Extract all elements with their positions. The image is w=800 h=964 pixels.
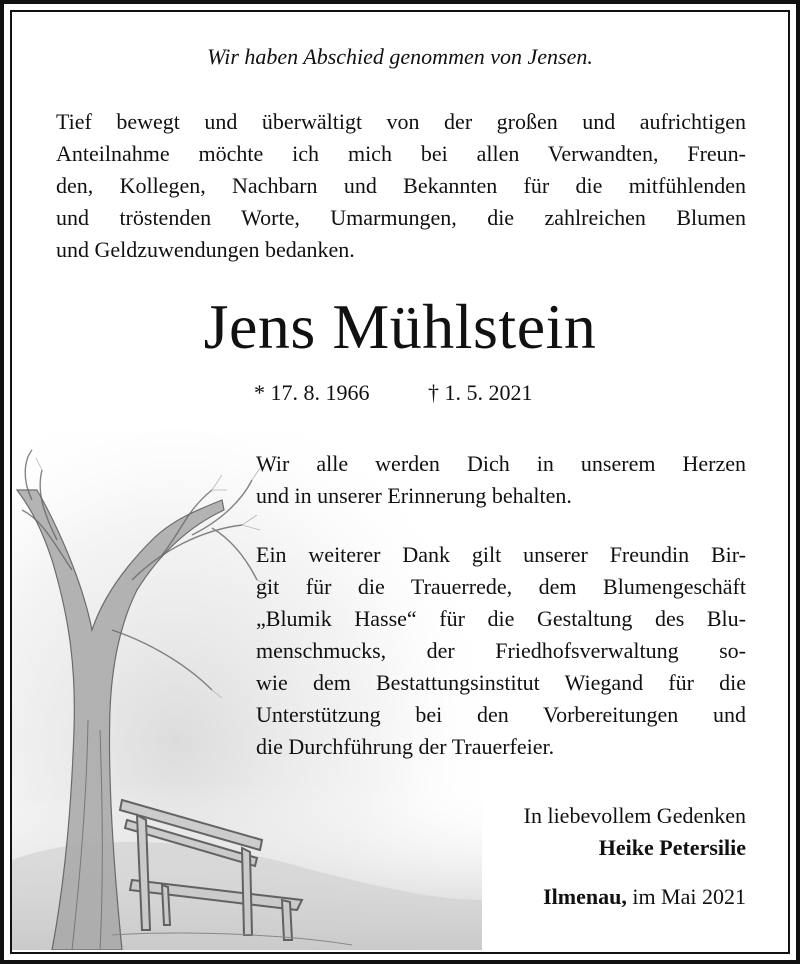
- additional-thanks-paragraph: [256, 539, 746, 763]
- place-date-line: [543, 884, 746, 910]
- thanks-paragraph: [56, 106, 746, 266]
- dank-line: wie dem Bestattungsinstitut Wiegand für die: [256, 670, 746, 695]
- dank-line: „Blumik Hasse“ für die Gestaltung des Blu-: [256, 606, 746, 631]
- month-year: im Mai 2021: [632, 884, 746, 909]
- birth-date: * 17. 8. 1966: [254, 380, 370, 405]
- memory-paragraph: [256, 448, 746, 512]
- dank-line: Ein weiterer Dank gilt unserer Freundin Bir-: [256, 542, 746, 567]
- dank-line: Unterstützung bei den Vorbereitungen und: [256, 702, 746, 727]
- signer-name: Heike Petersilie: [598, 835, 746, 860]
- place-name: Ilmenau,: [543, 884, 627, 909]
- thanks-line: den, Kollegen, Nachbarn und Bekannten für die mitfühlenden: [56, 173, 746, 198]
- closing-block: [524, 800, 746, 864]
- death-date: † 1. 5. 2021: [428, 380, 533, 405]
- dank-line: git für die Trauerrede, dem Blumengeschäft: [256, 574, 746, 599]
- intro-line: Wir haben Abschied genommen von Jensen.: [207, 44, 593, 69]
- dank-line: die Durchführung der Trauerfeier.: [256, 734, 555, 759]
- thanks-line: Tief bewegt und überwältigt von der großen und aufrichtigen: [56, 109, 746, 134]
- memory-line: und in unserer Erinnerung behalten.: [256, 483, 572, 508]
- thanks-line: Anteilnahme möchte ich mich bei allen Verwandten, Freun-: [56, 141, 746, 166]
- deceased-name: Jens Mühlstein: [203, 291, 597, 362]
- dank-line: menschmucks, der Friedhofsverwaltung so-: [256, 638, 746, 663]
- thanks-line: und Geldzuwendungen bedanken.: [56, 237, 355, 262]
- closing-phrase: In liebevollem Gedenken: [523, 803, 746, 828]
- thanks-line: und tröstenden Worte, Umarmungen, die zahlreichen Blumen: [56, 205, 746, 230]
- memory-line: Wir alle werden Dich in unserem Herzen: [256, 451, 746, 476]
